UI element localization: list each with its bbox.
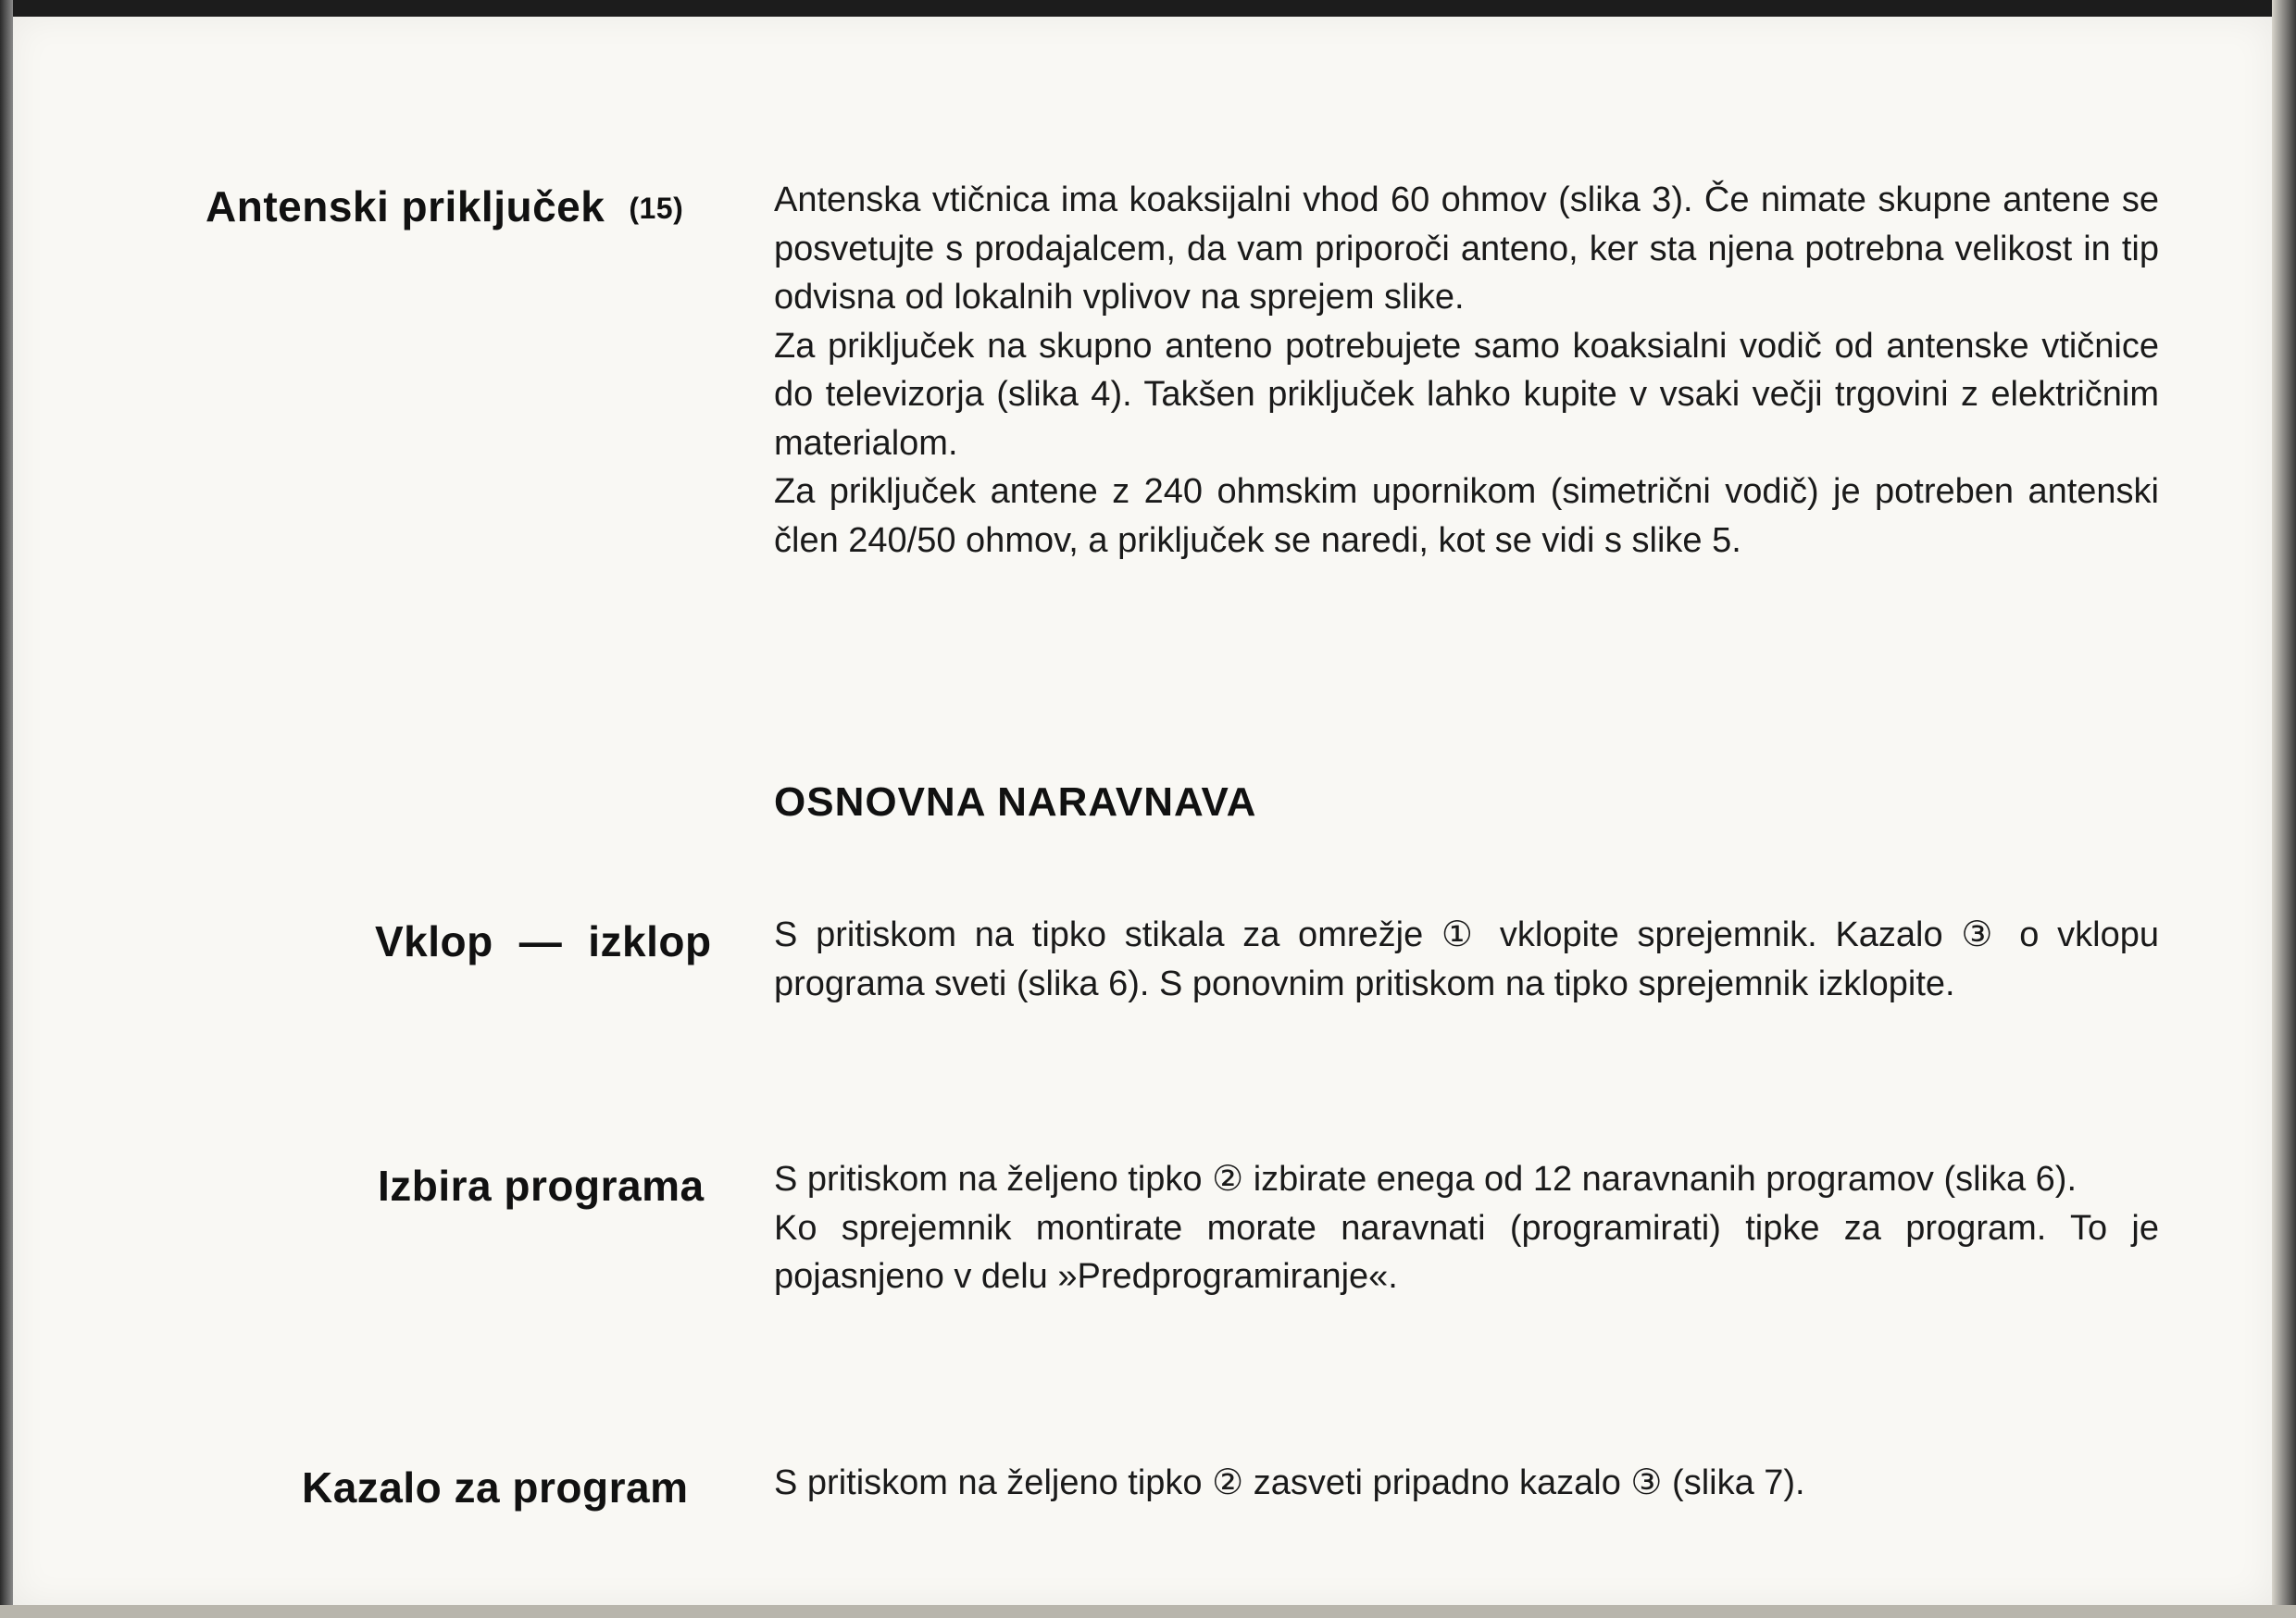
program-select-heading bbox=[378, 1161, 705, 1211]
on-off-heading-a: Vklop bbox=[375, 917, 493, 965]
program-select-paragraph: S pritiskom na željeno tipko ② izbirate enega od 12 naravnanih programov (slika 6). bbox=[774, 1160, 2078, 1199]
on-off-paragraph: S pritiskom na tipko stikala za omrežje ① vklopite sprejemnik. Kazalo ③ o vklopu programa sveti (slika 6). S ponovnim pritiskom na tipko sprejemnik izklopite. bbox=[774, 915, 2159, 1003]
section-title: OSNOVNA NARAVNAVA bbox=[774, 779, 1257, 825]
antenna-heading-number: (15) bbox=[629, 192, 684, 225]
antenna-heading-label: Antenski priključek bbox=[206, 182, 605, 230]
program-indicator-heading bbox=[302, 1462, 689, 1512]
program-indicator-heading-label: Kazalo za program bbox=[302, 1463, 689, 1512]
program-select-paragraph: Ko sprejemnik montirate morate naravnati (programirati) tipke za program. To je pojasnjeno v delu »Predprogramiranje«. bbox=[774, 1208, 2159, 1296]
antenna-paragraph: Antenska vtičnica ima koaksijalni vhod 60 ohmov (slika 3). Če nimate skupne antene se posvetujte s prodajalcem, da vam priporoči anteno, ker sta njena potrebna velikost in tip odvisna od lokalnih vplivov na sprejem slike. bbox=[774, 180, 2159, 317]
program-indicator-paragraph: S pritiskom na željeno tipko ② zasveti pripadno kazalo ③ (slika 7). bbox=[774, 1463, 1805, 1502]
page-right-edge bbox=[2272, 0, 2296, 1618]
on-off-heading bbox=[375, 916, 712, 966]
on-off-text bbox=[774, 911, 2159, 1008]
antenna-paragraph: Za priključek na skupno anteno potrebujete samo koaksialni vodič od antenske vtičnice do televizorja (slika 4). Takšen priključek lahko kupite v vsaki večji trgovini z električnim materialom. bbox=[774, 326, 2159, 463]
on-off-heading-b: izklop bbox=[588, 917, 712, 965]
page-left-edge bbox=[0, 0, 13, 1618]
antenna-heading bbox=[206, 181, 683, 231]
program-select-text bbox=[774, 1155, 2159, 1301]
program-indicator-text bbox=[774, 1459, 2159, 1508]
page-bottom-edge bbox=[0, 1605, 2296, 1618]
program-select-heading-label: Izbira programa bbox=[378, 1162, 705, 1210]
on-off-heading-dash: — bbox=[518, 917, 563, 965]
antenna-paragraph: Za priključek antene z 240 ohmskim upornikom (simetrični vodič) je potreben antenski člen 240/50 ohmov, a priključek se naredi, kot se vidi s slike 5. bbox=[774, 472, 2159, 560]
antenna-text bbox=[774, 176, 2159, 565]
page-top-edge bbox=[0, 0, 2296, 17]
